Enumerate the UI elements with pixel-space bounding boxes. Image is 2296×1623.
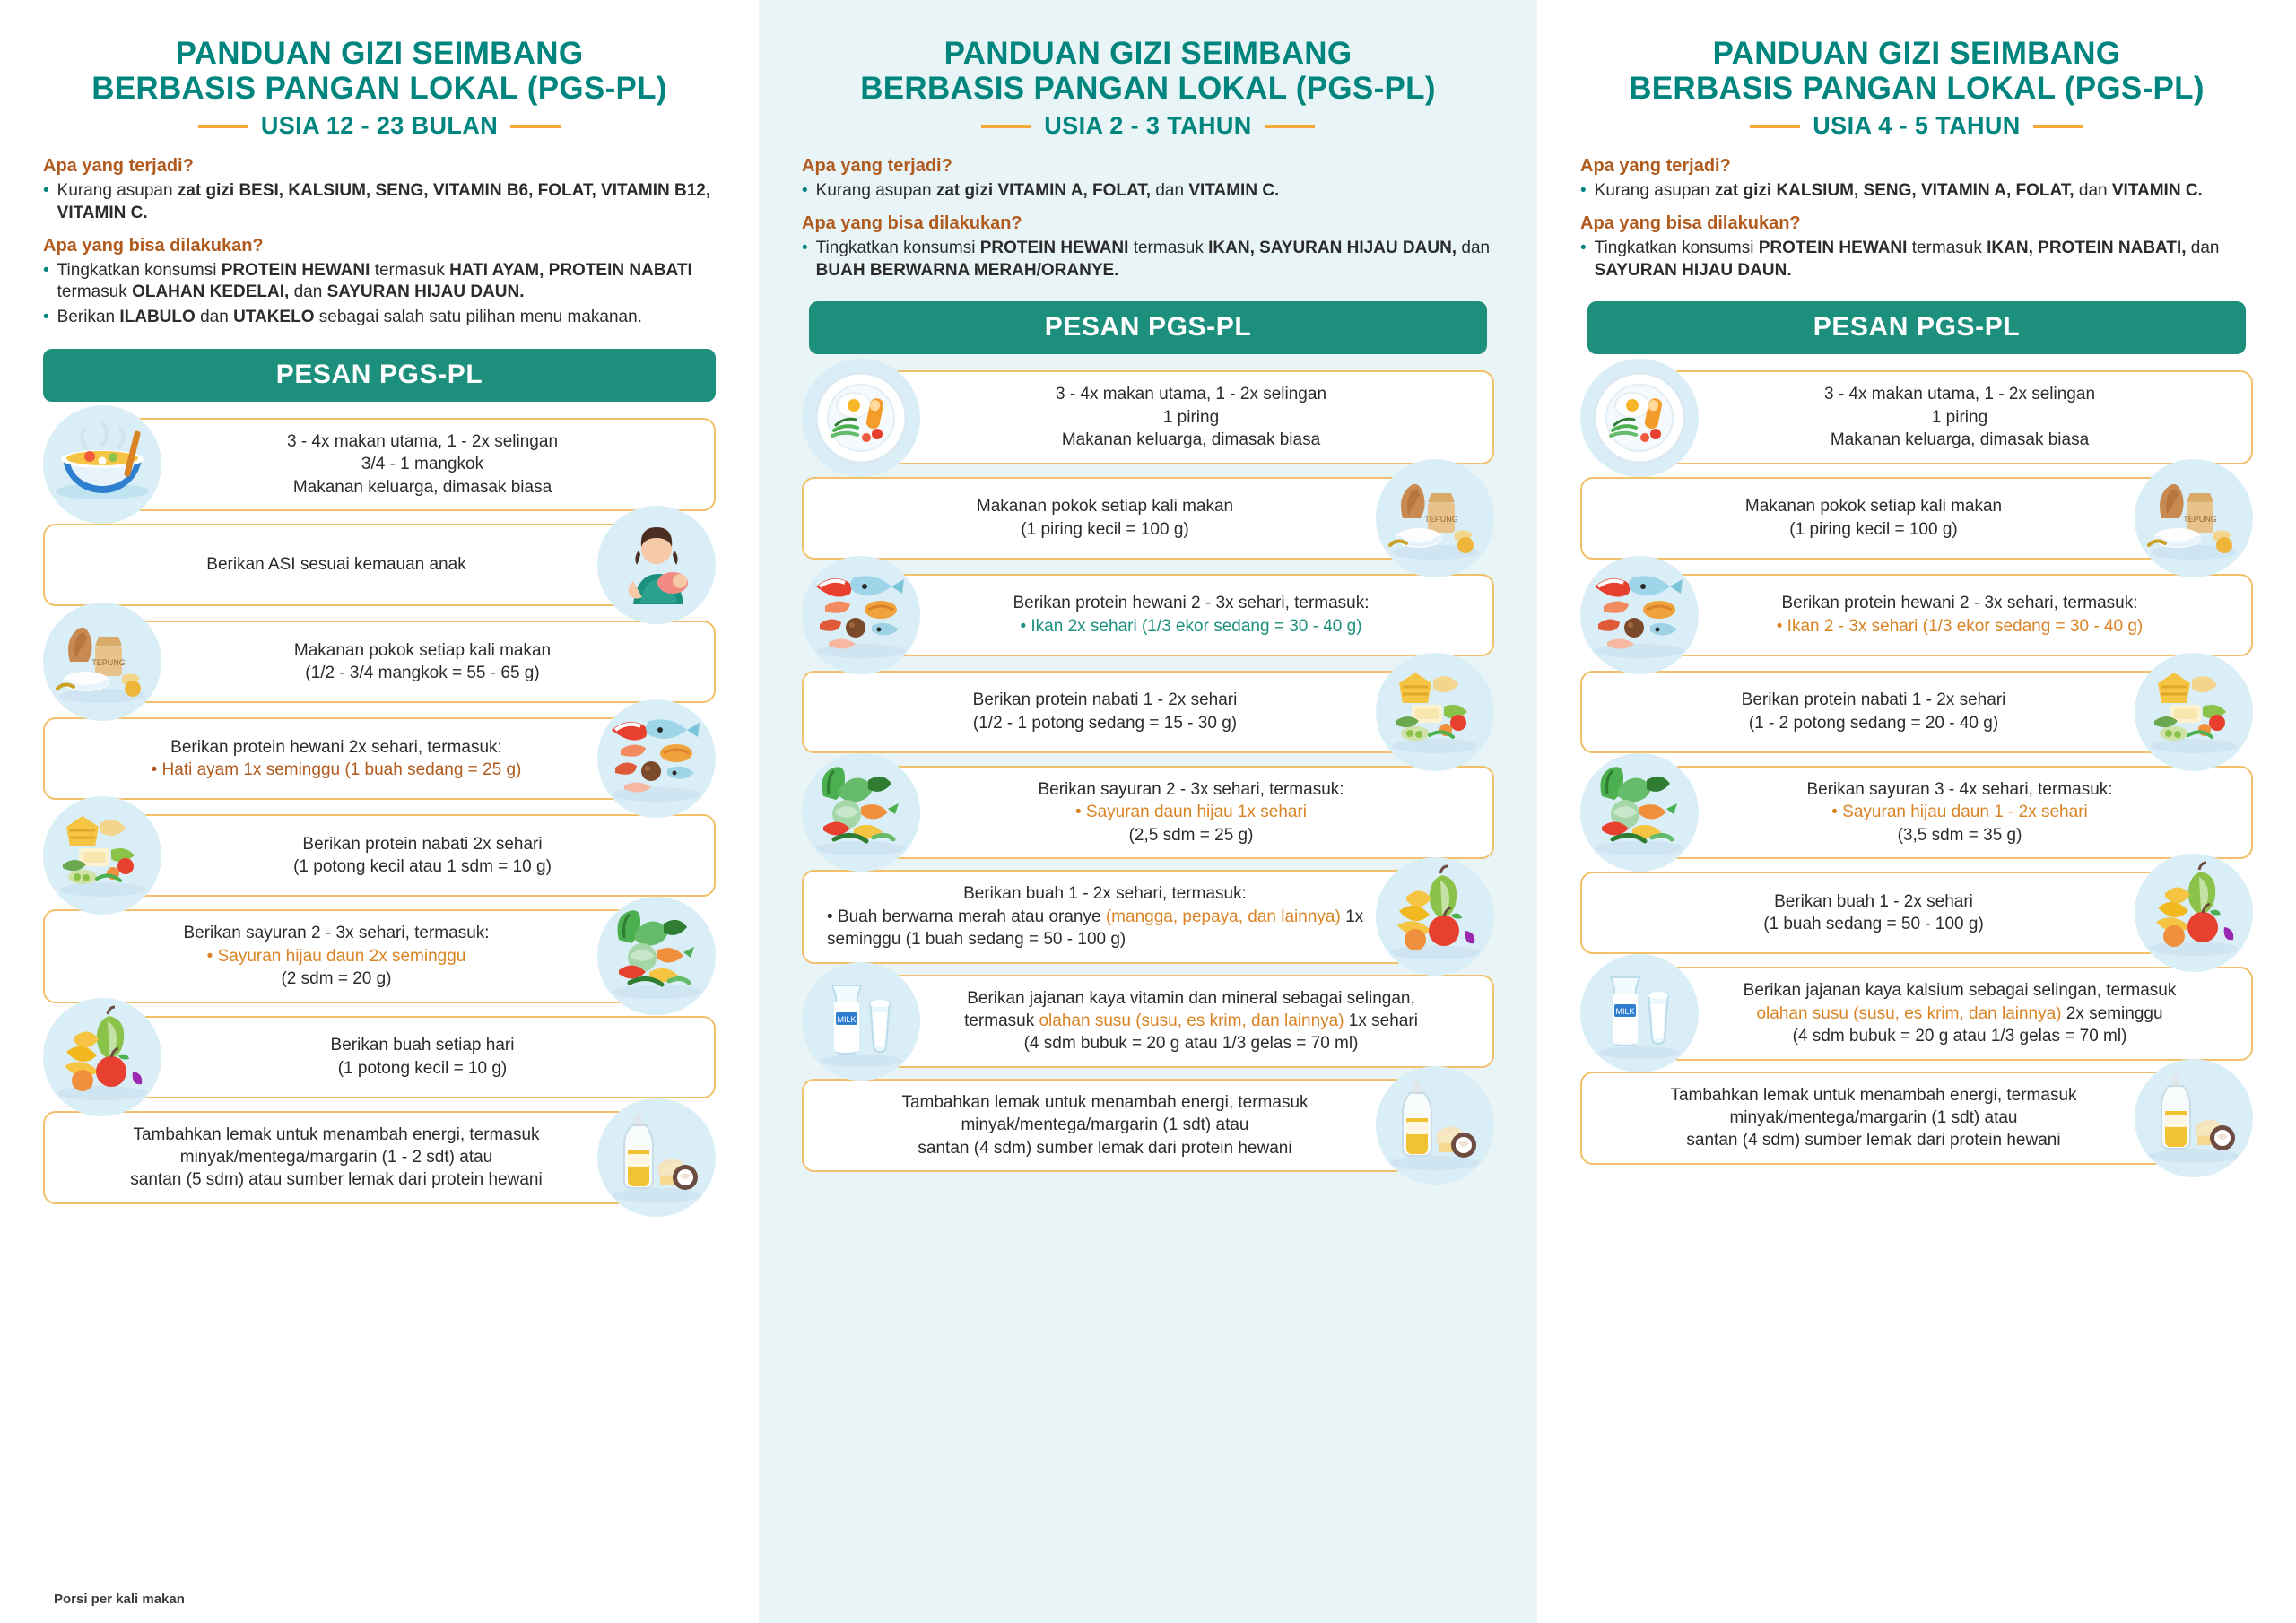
message-card-line: 1 piring xyxy=(1931,407,1988,427)
age-range-row xyxy=(43,112,716,140)
message-card-line: Makanan pokok setiap kali makan xyxy=(293,640,552,660)
message-card-line: Makanan keluarga, dimasak biasa xyxy=(1061,430,1321,450)
message-card-text xyxy=(1580,872,2167,954)
message-card-text xyxy=(129,814,716,897)
plant-protein-icon xyxy=(1376,653,1494,771)
question-1-heading: Apa yang terjadi? xyxy=(1580,156,1731,177)
question-answer-section xyxy=(1580,156,2253,282)
question-1-heading: Apa yang terjadi? xyxy=(802,156,952,177)
message-card-line: (1 - 2 potong sedang = 20 - 40 g) xyxy=(1748,713,1999,733)
message-card-line: (2 sdm = 20 g) xyxy=(281,969,392,989)
rule-left xyxy=(1750,125,1800,128)
title-block xyxy=(1580,36,2253,140)
rule-right xyxy=(1265,125,1315,128)
message-card-line: Makanan pokok setiap kali makan xyxy=(976,497,1234,516)
page-title-line-2: BERBASIS PANGAN LOKAL (PGS-PL) xyxy=(91,71,667,107)
plate-meal-icon xyxy=(802,359,920,477)
age-range-row xyxy=(1580,112,2253,140)
rule-left xyxy=(198,125,248,128)
message-card-text xyxy=(43,1111,630,1204)
message-card xyxy=(1580,870,2253,956)
message-card-line: (1/2 - 3/4 mangkok = 55 - 65 g) xyxy=(305,664,540,683)
message-card xyxy=(802,975,1494,1068)
age-range-label: USIA 2 - 3 TAHUN xyxy=(1044,112,1252,140)
message-card-line: • Sayuran hijau daun 2x seminggu xyxy=(206,946,466,966)
message-card xyxy=(802,669,1494,755)
message-card-text xyxy=(802,1079,1408,1172)
message-card-line: 3 - 4x makan utama, 1 - 2x selingan xyxy=(286,431,559,451)
message-card-line: 3/4 - 1 mangkok xyxy=(361,455,484,474)
milk-glass-icon xyxy=(1580,954,1699,1072)
plant-protein-icon xyxy=(43,796,161,915)
question-1-heading: Apa yang terjadi? xyxy=(43,156,194,177)
message-card-text xyxy=(802,671,1408,753)
message-card-line: Berikan buah setiap hari xyxy=(330,1036,515,1055)
message-card-line: • Hati ayam 1x seminggu (1 buah sedang = 25 g) xyxy=(151,760,522,780)
message-card-text xyxy=(888,574,1494,656)
fruits-icon xyxy=(1376,857,1494,976)
message-card-line: Berikan buah 1 - 2x sehari xyxy=(1774,891,1973,911)
question-2-bullet: • Tingkatkan konsumsi PROTEIN HEWANI termasuk IKAN, PROTEIN NABATI, dan SAYURAN HIJAU DAUN. xyxy=(1580,238,2253,282)
message-card xyxy=(1580,1072,2253,1165)
question-2-heading: Apa yang bisa dilakukan? xyxy=(802,213,1022,234)
message-card xyxy=(43,619,716,705)
message-card-line: Berikan protein nabati 1 - 2x sehari xyxy=(972,690,1238,710)
message-card-line: (1/2 - 1 potong sedang = 15 - 30 g) xyxy=(972,713,1238,733)
message-card-line: Makanan pokok setiap kali makan xyxy=(1744,497,2003,516)
message-card-text xyxy=(802,870,1408,963)
message-card xyxy=(43,522,716,608)
message-card-line: Tambahkan lemak untuk menambah energi, termasuk xyxy=(1670,1085,2077,1105)
plate-meal-icon xyxy=(1580,359,1699,477)
panel-column-3 xyxy=(1537,0,2296,1623)
message-card xyxy=(802,370,1494,464)
message-card-line: Makanan keluarga, dimasak biasa xyxy=(292,477,552,497)
age-range-label: USIA 4 - 5 TAHUN xyxy=(1813,112,2021,140)
bowl-soup-icon xyxy=(43,405,161,524)
message-card xyxy=(43,1111,716,1204)
fruits-icon xyxy=(43,998,161,1116)
staple-food-icon xyxy=(1376,459,1494,577)
message-card-line: 3 - 4x makan utama, 1 - 2x selingan xyxy=(1823,385,2096,404)
message-card-text xyxy=(1666,766,2253,859)
svg-text:MILK: MILK xyxy=(1615,1007,1635,1017)
message-card-line: minyak/mentega/margarin (1 sdt) atau xyxy=(961,1115,1249,1135)
fruits-icon xyxy=(2135,854,2253,972)
message-card-list xyxy=(802,370,1494,1172)
age-range-label: USIA 12 - 23 BULAN xyxy=(260,112,499,140)
message-card-list xyxy=(1580,370,2253,1164)
message-card-line: termasuk olahan susu (susu, es krim, dan lainnya) 1x sehari xyxy=(964,1011,1418,1030)
message-card-line: Berikan ASI sesuai kemauan anak xyxy=(206,555,466,575)
pesan-banner: PESAN PGS-PL xyxy=(43,349,716,402)
bullet-dot-icon: • xyxy=(1580,239,1587,258)
message-card-text xyxy=(1666,967,2253,1060)
message-card-line: (3,5 sdm = 35 g) xyxy=(1897,825,2022,845)
message-card-line: 1 piring xyxy=(1162,407,1220,427)
rule-right xyxy=(510,125,561,128)
question-2-bullet: • Tingkatkan konsumsi PROTEIN HEWANI termasuk HATI AYAM, PROTEIN NABATI termasuk OLAHAN KEDELAI, dan SAYURAN HIJAU DAUN. xyxy=(43,260,716,304)
message-card xyxy=(802,572,1494,658)
message-card xyxy=(1580,766,2253,859)
staple-food-icon xyxy=(43,603,161,721)
message-card-line: (1 piring kecil = 100 g) xyxy=(1021,519,1189,539)
message-card-line: Berikan buah 1 - 2x sehari, termasuk: xyxy=(963,884,1247,904)
message-card-line: Berikan protein nabati 1 - 2x sehari xyxy=(1741,690,2006,710)
message-card-line: (1 potong kecil atau 1 sdm = 10 g) xyxy=(293,857,552,877)
question-2-bullet: • Berikan ILABULO dan UTAKELO sebagai salah satu pilihan menu makanan. xyxy=(43,307,716,329)
message-card-line: Berikan protein hewani 2 - 3x sehari, termasuk: xyxy=(1781,594,2138,613)
question-2-heading: Apa yang bisa dilakukan? xyxy=(1580,213,1801,234)
message-card-line: (1 piring kecil = 100 g) xyxy=(1789,519,1958,539)
message-card xyxy=(802,475,1494,561)
footnote: Porsi per kali makan xyxy=(54,1592,185,1607)
message-card xyxy=(43,909,716,1002)
message-card-line: Makanan keluarga, dimasak biasa xyxy=(1830,430,2090,450)
message-card-text xyxy=(888,975,1494,1068)
message-card-line: santan (4 sdm) sumber lemak dari protein hewani xyxy=(1686,1131,2061,1150)
panel-column-2 xyxy=(759,0,1537,1623)
bullet-dot-icon: • xyxy=(43,181,49,201)
message-card-line: (1 potong kecil = 10 g) xyxy=(337,1058,508,1078)
message-card-line: 3 - 4x makan utama, 1 - 2x selingan xyxy=(1055,385,1327,404)
question-answer-section xyxy=(43,156,716,328)
message-card xyxy=(43,418,716,511)
message-card-text xyxy=(888,766,1494,859)
title-block xyxy=(43,36,716,140)
message-card-line: Berikan sayuran 3 - 4x sehari, termasuk: xyxy=(1806,779,2113,799)
question-1-bullet: • Kurang asupan zat gizi VITAMIN A, FOLAT, dan VITAMIN C. xyxy=(802,180,1494,203)
message-card xyxy=(43,716,716,802)
fat-oil-icon xyxy=(1376,1066,1494,1185)
message-card-text xyxy=(1580,477,2167,560)
bullet-dot-icon: • xyxy=(1580,181,1587,201)
message-card-line: santan (4 sdm) sumber lemak dari protein hewani xyxy=(918,1138,1292,1158)
page-title-line-2: BERBASIS PANGAN LOKAL (PGS-PL) xyxy=(1629,71,2205,107)
question-2-bullet: • Tingkatkan konsumsi PROTEIN HEWANI termasuk IKAN, SAYURAN HIJAU DAUN, dan BUAH BERWARNA MERAH/ORANYE. xyxy=(802,238,1494,282)
message-card-text xyxy=(1580,1072,2167,1165)
animal-protein-icon xyxy=(1580,556,1699,674)
svg-text:TEPUNG: TEPUNG xyxy=(1424,514,1458,524)
message-card-line: Berikan protein hewani 2 - 3x sehari, termasuk: xyxy=(1013,594,1370,613)
page-title-line-2: BERBASIS PANGAN LOKAL (PGS-PL) xyxy=(860,71,1436,107)
message-card xyxy=(1580,370,2253,464)
message-card xyxy=(43,1014,716,1100)
rule-left xyxy=(981,125,1031,128)
message-card-line: Berikan jajanan kaya vitamin dan mineral sebagai selingan, xyxy=(967,988,1415,1008)
pesan-banner: PESAN PGS-PL xyxy=(809,301,1487,354)
svg-text:MILK: MILK xyxy=(837,1014,857,1024)
message-card-line: (2,5 sdm = 25 g) xyxy=(1128,825,1254,845)
svg-text:TEPUNG: TEPUNG xyxy=(91,658,126,668)
message-card-line: (4 sdm bubuk = 20 g atau 1/3 gelas = 70 ml) xyxy=(1023,1034,1359,1054)
message-card-line: • Ikan 2 - 3x sehari (1/3 ekor sedang = 30 - 40 g) xyxy=(1776,616,2144,636)
message-card-text xyxy=(43,717,630,800)
message-card xyxy=(802,870,1494,963)
message-card xyxy=(1580,669,2253,755)
plant-protein-icon xyxy=(2135,653,2253,771)
question-answer-section xyxy=(802,156,1494,282)
message-card-line: Tambahkan lemak untuk menambah energi, termasuk xyxy=(133,1124,540,1144)
message-card-text xyxy=(129,621,716,703)
fat-oil-icon xyxy=(597,1098,716,1217)
message-card-text xyxy=(888,370,1494,464)
panel-column-1 xyxy=(0,0,759,1623)
message-card-line: Berikan protein nabati 2x sehari xyxy=(302,834,543,854)
bullet-dot-icon: • xyxy=(802,181,808,201)
breastfeeding-mother-icon xyxy=(597,506,716,624)
message-card-line: minyak/mentega/margarin (1 sdt) atau xyxy=(1729,1107,2018,1127)
message-card-line: • Sayuran daun hijau 1x sehari xyxy=(1074,803,1308,822)
message-card-text xyxy=(43,524,630,606)
question-2-heading: Apa yang bisa dilakukan? xyxy=(43,235,264,256)
message-card-line: minyak/mentega/margarin (1 - 2 sdt) atau xyxy=(179,1147,493,1167)
animal-protein-icon xyxy=(597,699,716,818)
staple-food-icon xyxy=(2135,459,2253,577)
svg-text:TEPUNG: TEPUNG xyxy=(2183,514,2217,524)
message-card-line: • Sayuran hijau daun 1 - 2x sehari xyxy=(1831,803,2088,822)
message-card-text xyxy=(129,1016,716,1098)
bullet-dot-icon: • xyxy=(802,239,808,258)
rule-right xyxy=(2033,125,2083,128)
fat-oil-icon xyxy=(2135,1059,2253,1177)
milk-glass-icon xyxy=(802,962,920,1081)
message-card xyxy=(1580,475,2253,561)
message-card-text xyxy=(802,477,1408,560)
message-card xyxy=(802,766,1494,859)
message-card-line: santan (5 sdm) atau sumber lemak dari protein hewani xyxy=(130,1170,543,1190)
bullet-dot-icon: • xyxy=(43,308,49,327)
message-card-line: olahan susu (susu, es krim, dan lainnya) 2x seminggu xyxy=(1756,1003,2163,1023)
bullet-dot-icon: • xyxy=(43,260,49,280)
vegetables-icon xyxy=(802,753,920,872)
message-card xyxy=(1580,967,2253,1060)
message-card-text xyxy=(1666,574,2253,656)
message-card xyxy=(1580,572,2253,658)
pesan-banner: PESAN PGS-PL xyxy=(1587,301,2246,354)
message-card-line: Berikan sayuran 2 - 3x sehari, termasuk: xyxy=(183,924,490,943)
message-card-line: Berikan sayuran 2 - 3x sehari, termasuk: xyxy=(1038,779,1344,799)
message-card-text xyxy=(129,418,716,511)
question-1-bullet: • Kurang asupan zat gizi BESI, KALSIUM, SENG, VITAMIN B6, FOLAT, VITAMIN B12, VITAMIN C. xyxy=(43,180,716,224)
message-card-line: (1 buah sedang = 50 - 100 g) xyxy=(1763,915,1984,934)
question-1-bullet: • Kurang asupan zat gizi KALSIUM, SENG, VITAMIN A, FOLAT, dan VITAMIN C. xyxy=(1580,180,2253,203)
message-card-line: Berikan protein hewani 2x sehari, termasuk: xyxy=(170,737,502,757)
message-card xyxy=(43,812,716,898)
message-card-line: Tambahkan lemak untuk menambah energi, termasuk xyxy=(901,1092,1309,1112)
page-title-line-1: PANDUAN GIZI SEIMBANG xyxy=(1712,36,2121,71)
vegetables-icon xyxy=(597,897,716,1015)
message-card-text xyxy=(43,909,630,1002)
message-card xyxy=(802,1079,1494,1172)
message-card-line: (4 sdm bubuk = 20 g atau 1/3 gelas = 70 ml) xyxy=(1792,1027,2127,1046)
title-block xyxy=(802,36,1494,140)
message-card-line: • Buah berwarna merah atau oranye (mangga, pepaya, dan lainnya) 1x seminggu (1 buah sedang = 50 - 100 g) xyxy=(827,907,1364,950)
age-range-row xyxy=(802,112,1494,140)
vegetables-icon xyxy=(1580,753,1699,872)
message-card-line: • Ikan 2x sehari (1/3 ekor sedang = 30 - 40 g) xyxy=(1020,616,1362,636)
animal-protein-icon xyxy=(802,556,920,674)
message-card-line: Berikan jajanan kaya kalsium sebagai selingan, termasuk xyxy=(1743,981,2177,1001)
message-card-text xyxy=(1666,370,2253,464)
page-title-line-1: PANDUAN GIZI SEIMBANG xyxy=(944,36,1352,71)
message-card-text xyxy=(1580,671,2167,753)
page-title-line-1: PANDUAN GIZI SEIMBANG xyxy=(175,36,584,71)
message-card-list xyxy=(43,418,716,1204)
